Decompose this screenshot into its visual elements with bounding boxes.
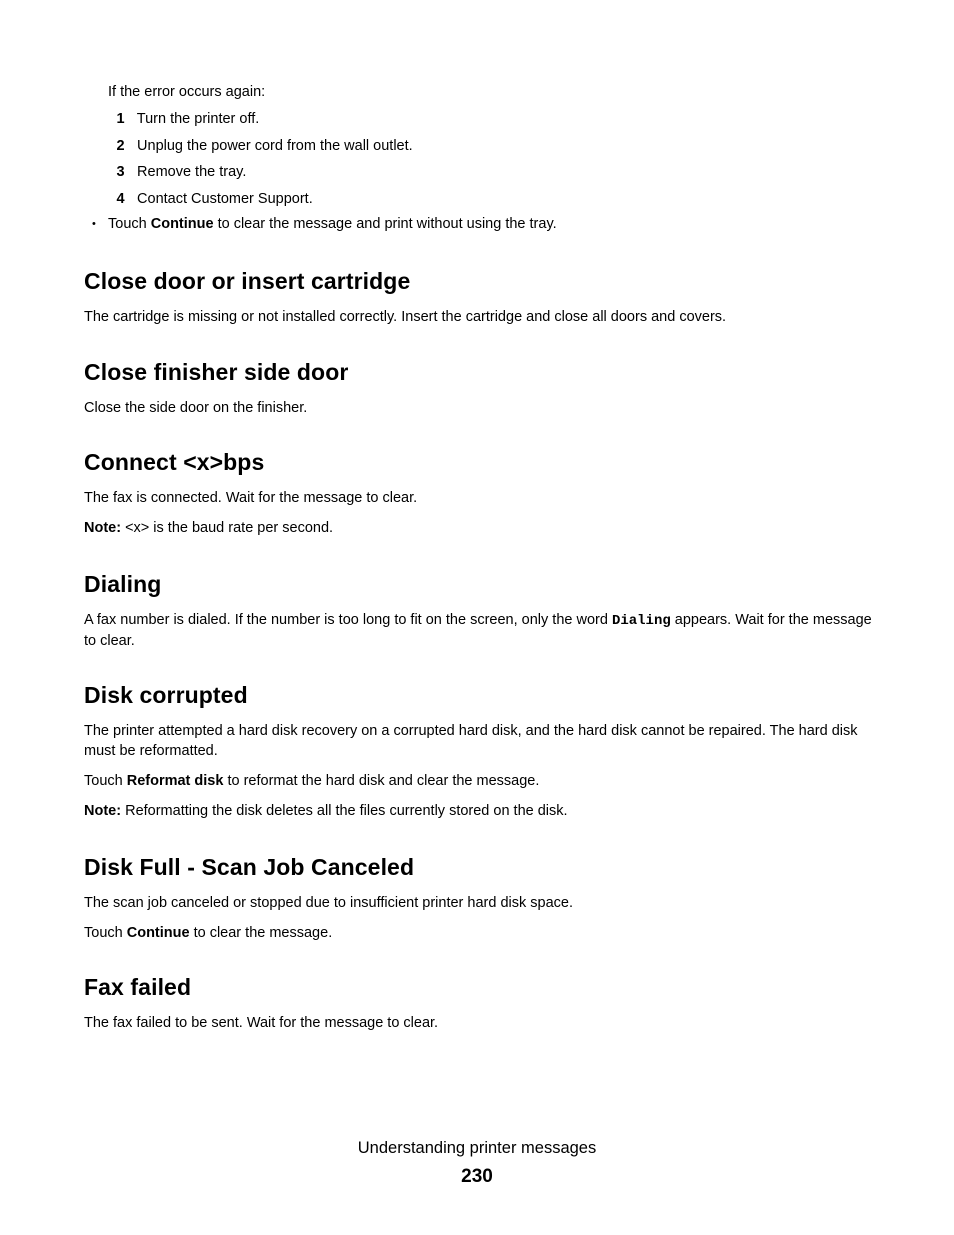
text-pre: Touch: [84, 773, 127, 789]
section-text: The fax is connected. Wait for the message to clear.: [84, 490, 418, 506]
step-text: Contact Customer Support.: [137, 191, 313, 208]
footer-title: Understanding printer messages: [357, 1139, 597, 1157]
note-text: <x> is the baud rate per second.: [121, 520, 334, 536]
section-heading: Connect <x>bps: [84, 449, 265, 475]
text-pre: Touch: [84, 925, 127, 941]
section-dialing: [84, 571, 874, 661]
instruction: [84, 923, 874, 943]
section-heading: Close finisher side door: [84, 359, 349, 385]
bullet-item: [92, 216, 557, 232]
list-item: [108, 191, 413, 218]
continue-label: Continue: [126, 925, 190, 941]
step-number: 1: [116, 111, 125, 127]
intro-text: If the error occurs again:: [108, 84, 266, 100]
section-heading: Fax failed: [84, 974, 192, 1000]
section-text: The printer attempted a hard disk recovery on a corrupted hard disk, and the hard disk cannot be repaired. The hard disk must be reformatted.: [84, 723, 858, 759]
code-text: Dialing: [611, 613, 671, 629]
section-text: The scan job canceled or stopped due to insufficient printer hard disk space.: [84, 895, 573, 911]
text-pre: A fax number is dialed. If the number is too long to fit on the screen, only the word: [84, 612, 612, 628]
section-heading: Close door or insert cartridge: [84, 268, 411, 294]
section-disk-corrupted: [84, 682, 874, 831]
section-heading: Disk corrupted: [84, 682, 248, 708]
section-text: [84, 610, 874, 651]
section-connect: [84, 449, 874, 548]
text-post: to reformat the hard disk and clear the message.: [223, 773, 540, 789]
list-item: [108, 111, 413, 138]
note-text: Reformatting the disk deletes all the files currently stored on the disk.: [121, 803, 568, 819]
list-item: [108, 138, 413, 165]
note: [84, 518, 874, 538]
list-item: [108, 164, 413, 191]
note-label: Note:: [84, 803, 122, 819]
section-heading: Disk Full - Scan Job Canceled: [84, 854, 415, 880]
bullet-text-pre: Touch: [108, 216, 151, 232]
section-text: Close the side door on the finisher.: [84, 400, 308, 416]
reformat-disk-label: Reformat disk: [126, 773, 224, 789]
note-label: Note:: [84, 520, 122, 536]
section-close-finisher: [84, 359, 874, 428]
step-text: Turn the printer off.: [136, 111, 260, 127]
section-heading: Dialing: [84, 571, 162, 597]
page-number: 230: [461, 1166, 493, 1187]
step-text: Unplug the power cord from the wall outlet.: [137, 137, 413, 154]
section-fax-failed: [84, 974, 874, 1043]
instruction: [84, 771, 874, 791]
section-close-door: [84, 268, 874, 337]
step-number: 4: [116, 191, 125, 208]
step-text: Remove the tray.: [137, 164, 247, 181]
bullet-text-post: to clear the message and print without using the tray.: [213, 216, 557, 232]
section-text: The fax failed to be sent. Wait for the message to clear.: [84, 1015, 439, 1031]
text-post: appears. Wait for the message to clear.: [84, 612, 872, 649]
steps-list: [108, 111, 413, 218]
bullet-text-bold: Continue: [150, 216, 214, 232]
text-post: to clear the message.: [189, 925, 333, 941]
section-disk-full: [84, 854, 874, 953]
step-number: 3: [116, 164, 125, 181]
note: [84, 801, 874, 821]
bullet-icon: •: [92, 218, 96, 230]
step-number: 2: [116, 137, 125, 154]
section-text: The cartridge is missing or not installed correctly. Insert the cartridge and close all doors and covers.: [84, 309, 727, 325]
